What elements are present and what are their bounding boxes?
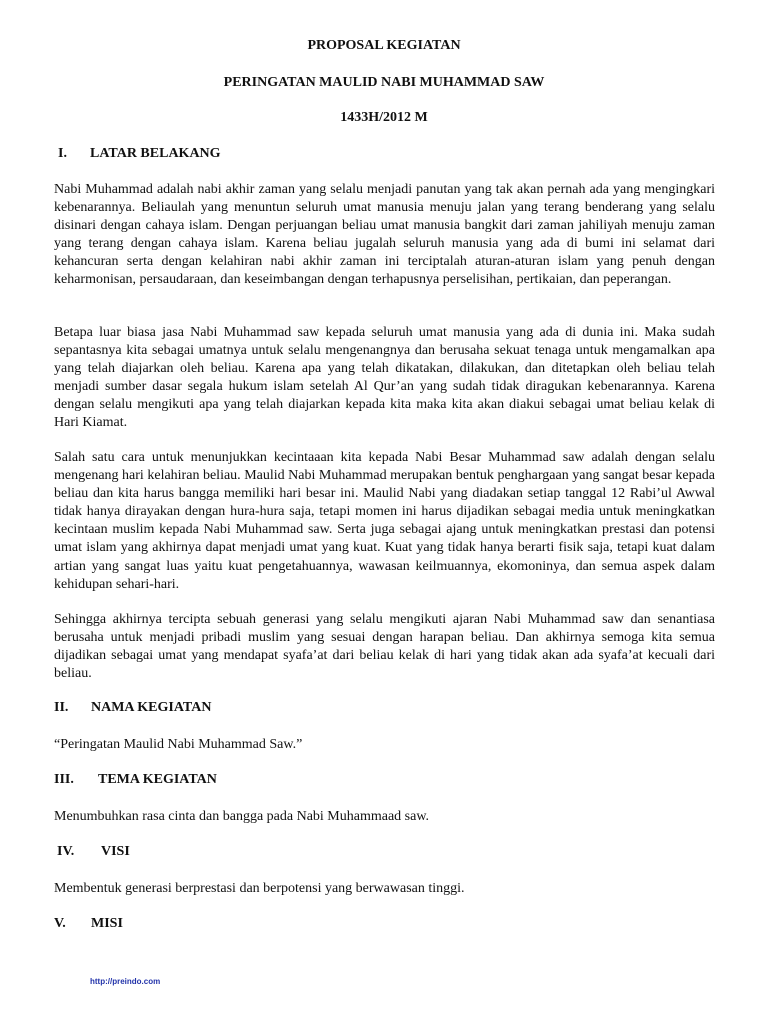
paragraph-latar-belakang-3: Salah satu cara untuk menunjukkan kecintaaan kita kepada Nabi Besar Muhammad saw adalah dengan selalu mengenang hari kelahiran beliau. Maulid Nabi Muhammad merupakan bentuk penghargaan yang sangat besar kepada beliau dan kita harus bangga memiliki hari besar ini. Maulid Nabi yang diadakan setiap tanggal 12 Rabi’ul Awwal tidak hanya dirayakan dengan hura-hura saja, tetapi momen ini harus dijadikan sebagai media untuk meningkatkan kecintaan muslim kepada Nabi Muhammad saw. Serta juga sebagai ajang untuk meningkatkan prestasi dan potensi umat islam yang akhirnya dapat menjadi umat yang kuat. Kuat yang tidak hanya berarti fisik saja, tetapi kuat dalam artian yang sangat luas yaitu kuat pengetahuannya, wawasan keilmuannya, ekomoninya, dan semua aspek dalam kehidupan sehari-hari. [54,450,715,592]
paragraph-latar-belakang-2: Betapa luar biasa jasa Nabi Muhammad saw kepada seluruh umat manusia yang ada di dunia ini. Maka sudah sepantasnya kita sebagai umatnya untuk selalu mengenangnya dan berusaha sekuat tenaga untuk mengamalkan apa yang telah diajarkan oleh beliau. Karena apa yang telah dikatakan, dilakukan, dan ditetapkan oleh beliau telah menjadi sumber dasar segala hukum islam setelah Al Qur’an yang sudah tidak diragukan kebenarannya. Karena dengan selalu mengikuti apa yang telah diajarkan kepada kita maka kita akan diakui sebagai umat beliau kelak di Hari Kiamat. [54,325,715,431]
section-number: III. [54,772,74,787]
doc-subtitle: PERINGATAN MAULID NABI MUHAMMAD SAW [223,75,545,90]
visi-text: Membentuk generasi berprestasi dan berpotensi yang berwawasan tinggi. [54,881,465,896]
nama-kegiatan-text: “Peringatan Maulid Nabi Muhammad Saw.” [54,737,303,752]
doc-year: 1433H/2012 M [340,110,428,125]
paragraph-latar-belakang-1: Nabi Muhammad adalah nabi akhir zaman yang selalu menjadi panutan yang tak akan pernah ada yang mengingkari kebenarannya. Beliaulah yang menuntun seluruh umat manusia menuju jalan yang terang benderang yang selalu disinari dengan cahaya islam. Dengan perjuangan beliau umat manusia bangkit dari zaman jahiliyah menuju zaman yang terang dengan cahaya islam. Karena beliau jugalah seluruh manusia yang ada di bumi ini selamat dari kehancuran serta dengan kelahiran nabi akhir zaman ini terciptalah aturan-aturan islam yang penuh dengan keharmonisan, persaudaraan, dan keseimbangan dengan terhapusnya perselisihan, pertikaian, dan peperangan. [54,182,715,288]
section-number: V. [54,916,66,931]
section-heading-tema-kegiatan [54,772,217,788]
section-number: II. [54,700,69,715]
section-number: IV. [57,844,75,859]
section-heading-visi [57,844,130,860]
section-label: TEMA KEGIATAN [98,772,217,787]
section-number: I. [58,146,67,161]
section-label: NAMA KEGIATAN [91,700,212,715]
section-label: MISI [91,916,123,931]
footer-link[interactable]: http://preindo.com [90,977,161,986]
section-heading-latar-belakang [58,146,221,162]
tema-kegiatan-text: Menumbuhkan rasa cinta dan bangga pada Nabi Muhammaad saw. [54,809,430,824]
section-heading-misi [54,916,123,932]
section-label: LATAR BELAKANG [90,146,221,161]
paragraph-latar-belakang-4: Sehingga akhirnya tercipta sebuah generasi yang selalu mengikuti ajaran Nabi Muhammad saw dan senantiasa berusaha untuk menjadi pribadi muslim yang sesuai dengan harapan beliau. Dan akhirnya semoga kita semua dijadikan sebagai umat yang mendapat syafa’at dari beliau kelak di hari yang tidak akan ada syafa’at kecuali dari beliau. [54,612,715,682]
section-label: VISI [101,844,130,859]
section-heading-nama-kegiatan [54,700,211,716]
doc-title: PROPOSAL KEGIATAN [307,38,461,53]
